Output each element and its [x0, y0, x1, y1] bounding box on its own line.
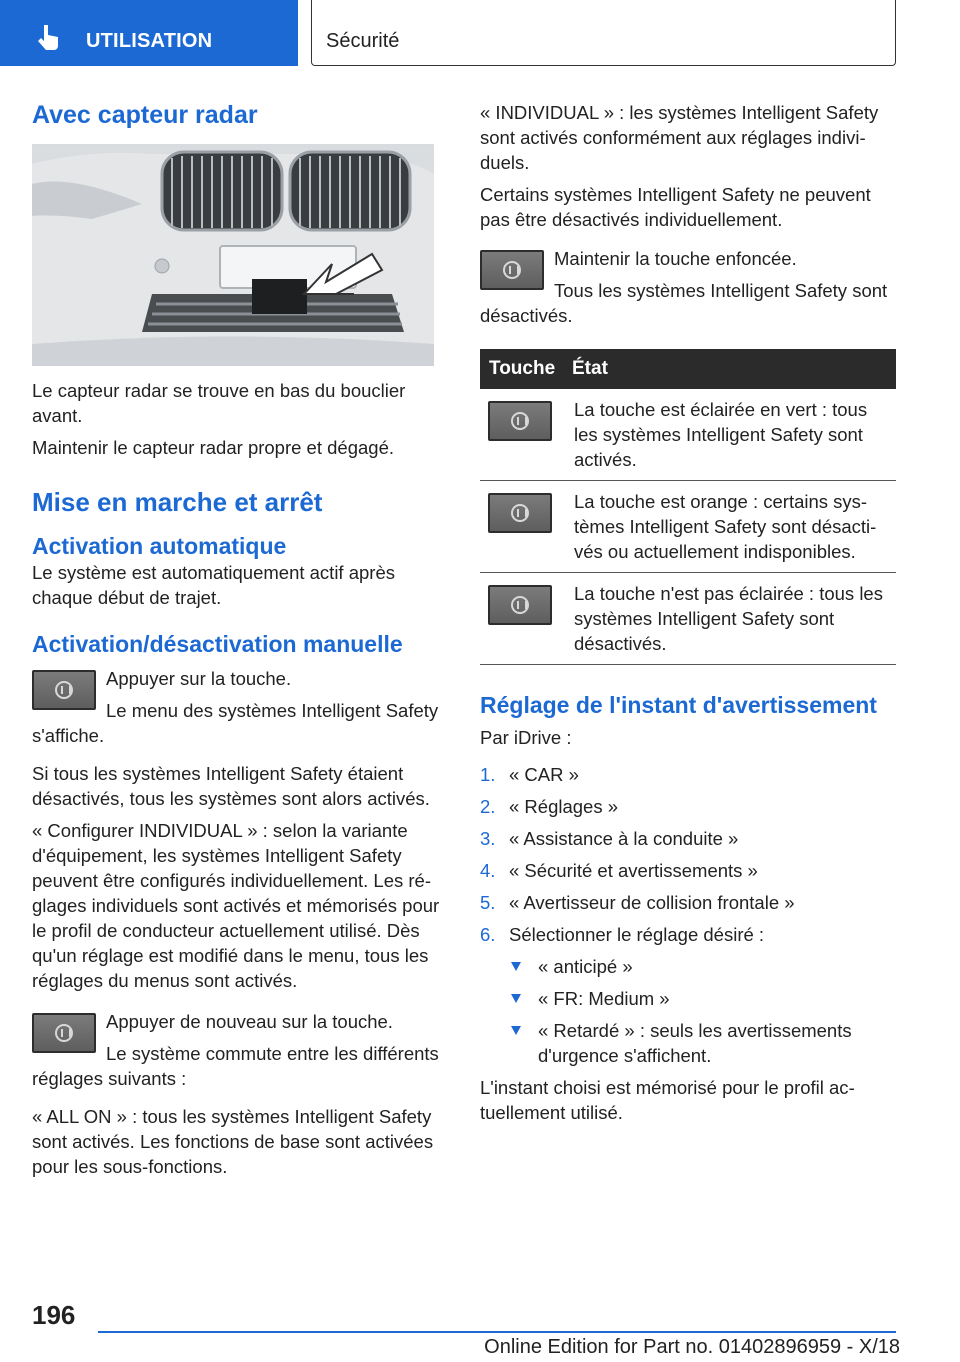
- list-item: 2. « Réglages »: [480, 796, 619, 817]
- press-again-block: [32, 1009, 448, 1098]
- state-text: La touche n'est pas éclairée : tous les systèmes Intelligent Safety sont désactivés.: [572, 573, 896, 665]
- triangle-bullet-icon: [511, 994, 521, 1003]
- hold-button-text: Maintenir la touche enfoncée.: [554, 248, 797, 269]
- button-off-icon: [488, 585, 552, 625]
- list-item: 5. « Avertisseur de collision frontale »: [480, 892, 795, 913]
- button-orange-icon: [488, 493, 552, 533]
- list-item: 3. « Assistance à la conduite »: [480, 828, 739, 849]
- saved-profile-text: L'instant choisi est mémorisé pour le profil actuellement utilisé.: [480, 1077, 855, 1123]
- radar-heading: Avec capteur radar: [32, 101, 258, 129]
- auto-activation-text: Le système est automatiquement actif après chaque début de trajet.: [32, 562, 395, 608]
- section-header: [311, 0, 896, 66]
- press-button-block: [32, 666, 448, 755]
- hold-button-block: [480, 246, 896, 335]
- steps-list: [480, 762, 896, 1068]
- press-again-text: Appuyer de nouveau sur la touche.: [106, 1011, 393, 1032]
- all-disabled-text: Tous les systèmes Intelligent Safety sont désactivés.: [480, 280, 888, 326]
- left-column: [32, 100, 448, 1186]
- press-button-text: Appuyer sur la touche.: [106, 668, 292, 689]
- intelligent-safety-button-icon: [32, 1013, 96, 1053]
- hand-pointer-icon: [34, 22, 64, 52]
- all-on-text: « ALL ON » : tous les systèmes Intelligent Safety sont activés. Les fonctions de base sont activées pour les sous-fonctions.: [32, 1106, 434, 1177]
- button-state-table: [480, 349, 896, 665]
- table-row: [480, 481, 896, 573]
- front-bumper-radar-image: [32, 144, 434, 366]
- individual-text: « INDIVIDUAL » : les systèmes Intelligent Safety sont activés conformément aux réglages individuels.: [480, 102, 879, 173]
- chapter-tab-label: UTILISATION: [86, 30, 213, 52]
- intelligent-safety-button-icon: [32, 670, 96, 710]
- edition-text: Online Edition for Part no. 01402896959 - X/18: [484, 1336, 900, 1358]
- list-item: « Retardé » : seuls les avertissements d'urgence s'affichent.: [509, 1018, 896, 1068]
- idrive-text: Par iDrive :: [480, 727, 572, 748]
- right-column: [480, 100, 896, 1132]
- table-header-state: État: [572, 349, 896, 389]
- chapter-tab[interactable]: [0, 0, 298, 66]
- onoff-heading: Mise en marche et arrêt: [32, 487, 323, 517]
- radar-clean-text: Maintenir le capteur radar propre et dégagé.: [32, 437, 394, 458]
- warning-time-heading: Réglage de l'instant d'avertissement: [480, 692, 877, 718]
- sub-options-list: [509, 954, 896, 1068]
- list-item: « FR: Medium »: [509, 986, 896, 1011]
- toggle-settings-text: Le système commute entre les différents réglages suivants :: [32, 1043, 439, 1089]
- footer-divider: [98, 1331, 896, 1333]
- manual-activation-heading: Activation/désactivation manuelle: [32, 631, 403, 657]
- state-text: La touche est orange : certains systèmes Intelligent Safety sont désactivés ou actuellement indisponibles.: [572, 481, 896, 573]
- button-green-icon: [488, 401, 552, 441]
- list-item: 1. « CAR »: [480, 764, 579, 785]
- radar-location-text: Le capteur radar se trouve en bas du bouclier avant.: [32, 380, 406, 426]
- all-off-text: Si tous les systèmes Intelligent Safety étaient désactivés, tous les systèmes sont alors activés.: [32, 763, 430, 809]
- table-row: [480, 389, 896, 481]
- table-row: [480, 573, 896, 665]
- triangle-bullet-icon: [511, 1026, 521, 1035]
- state-text: La touche est éclairée en vert : tous les systèmes Intelligent Safety sont activés.: [572, 389, 896, 481]
- list-item: 6. Sélectionner le réglage désiré : « anticipé » « FR: Medium » « Retardé » : seuls les avertissements d'urgence s'affichent.: [480, 922, 896, 1068]
- menu-shown-text: Le menu des systèmes Intelligent Safety s'affiche.: [32, 700, 439, 746]
- table-header-button: Touche: [480, 349, 572, 389]
- cannot-disable-text: Certains systèmes Intelligent Safety ne peuvent pas être désactivés individuellement.: [480, 184, 871, 230]
- list-item: « anticipé »: [509, 954, 896, 979]
- list-item: 4. « Sécurité et avertissements »: [480, 860, 758, 881]
- intelligent-safety-button-icon: [480, 250, 544, 290]
- auto-activation-heading: Activation automatique: [32, 533, 287, 559]
- page-number: 196: [32, 1300, 76, 1330]
- triangle-bullet-icon: [511, 962, 521, 971]
- section-title: Sécurité: [326, 30, 400, 52]
- configure-individual-text: « Configurer INDIVIDUAL » : selon la variante d'équipement, les systèmes Intelligent Safety peuvent être configurés individuellement. Les réglages individuels sont activés et mémorisés pour le profil de conducteur actuellement utilisé. Dès qu'un réglage est modifié dans le menu, tous les réglages du menus sont activés.: [32, 820, 440, 991]
